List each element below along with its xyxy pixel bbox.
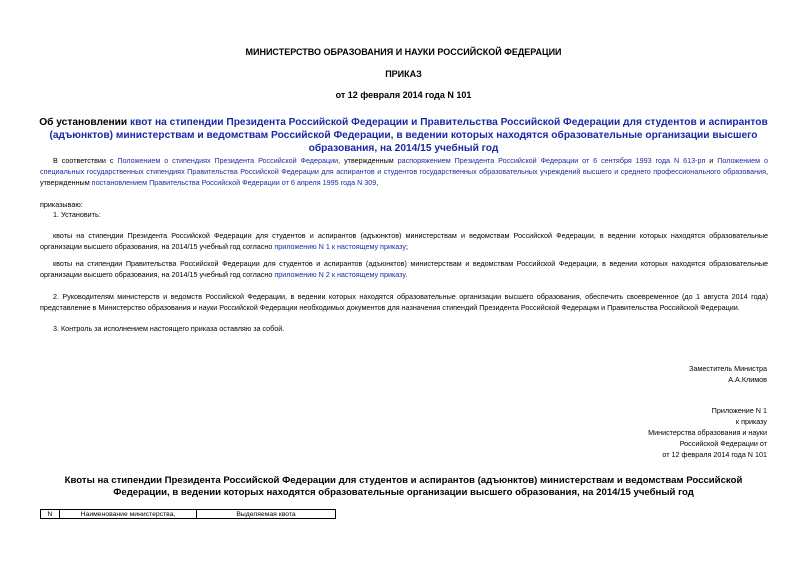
signature-name: А.А.Климов: [728, 375, 767, 384]
preamble: В соответствии с Положением о стипендиях Президента Российской Федерации, утвержденным распоряжением Президента Российской Федерации от 6 сентября 1993 года N 613-рп и Положением о специальных государственных стипендиях Правительства Российской Федерации для аспирантов и студентов государственных образовательных учреждений высшего и среднего профессионального образования, утвержденным постановлением Правительства Российской Федерации от 6 апреля 1995 года N 309,: [40, 156, 769, 187]
appendix-ref-line: Приложение N 1: [711, 406, 767, 415]
link-appendix-2[interactable]: приложению N 2 к настоящему приказу: [274, 270, 406, 279]
col-ministry-header: Наименование министерства,: [60, 510, 197, 519]
title-link[interactable]: квот на стипендии Президента Российской Федерации и Правительства Российской Федерации для студентов и аспирантов (адъюнктов) министерствам и ведомствам Российской Федерации, в ведении которых находятся образовательные организации высшего образования, на 2014/15 учебный год: [49, 117, 768, 154]
link-government-decree[interactable]: постановлением Правительства Российской Федерации от 6 апреля 1995 года N 309: [91, 178, 377, 187]
appendix-ref-line: к приказу: [735, 417, 767, 426]
item-3: 3. Контроль за исполнением настоящего приказа оставляю за собой.: [53, 324, 285, 333]
col-quota-header: Выделяемая квота: [197, 510, 336, 519]
doc-date-number: от 12 февраля 2014 года N 101: [335, 90, 472, 100]
document-title: Об установлении квот на стипендии Президента Российской Федерации и Правительства Российской Федерации для студентов и аспирантов (адъюнктов) министерствам и ведомствам Российской Федерации, в ведении которых находятся образовательные организации высшего образования, на 2014/15 учебный год: [39, 117, 768, 154]
appendix-title: Квоты на стипендии Президента Российской Федерации для студентов и аспирантов (адъюнктов) министерствам и ведомствам Российской Федерации, в ведении которых находятся образовательные организации высшего образования, на 2014/15 учебный год: [64, 475, 743, 498]
quota-1-paragraph: квоты на стипендии Президента Российской Федерации для студентов и аспирантов (адъюнктов) министерствам и ведомствам Российской Федерации, в ведении которых находятся образовательные организации высшего образования, на 2014/15 учебный год согласно приложению N 1 к настоящему приказу;: [40, 231, 768, 251]
col-number-header: N: [41, 510, 60, 519]
appendix-ref-line: Российской Федерации от: [679, 439, 767, 448]
appendix-ref-line: Министерства образования и науки: [648, 428, 767, 437]
signature-block: [689, 363, 767, 385]
link-president-order[interactable]: распоряжением Президента Российской Федерации от 6 сентября 1993 года N 613-рп: [397, 156, 706, 165]
signature-position: Заместитель Министра: [689, 364, 767, 373]
item-2: 2. Руководителям министерств и ведомств Российской Федерации, в ведении которых находятся образовательные организации высшего образования, обеспечить своевременное (до 1 августа 2014 года) представление в Министерство образования и науки Российской Федерации необходимых документов для назначения стипендий Президента Российской Федерации и Правительства Российской Федерации.: [40, 292, 768, 312]
appendix-ref-line: от 12 февраля 2014 года N 101: [662, 450, 767, 459]
link-government-regulation[interactable]: Положением о специальных государственных стипендиях Правительства Российской Федерации для аспирантов и студентов государственных образовательных учреждений высшего и среднего профессионального образования: [40, 156, 769, 176]
doc-type: ПРИКАЗ: [385, 69, 422, 79]
appendix-reference: [648, 405, 767, 460]
quota-2-paragraph: квоты на стипендии Правительства Российской Федерации для студентов и аспирантов (адъюнктов) министерствам и ведомствам Российской Федерации, в ведении которых находятся образовательные организации высшего образования, на 2014/15 учебный год согласно приложению N 2 к настоящему приказу.: [40, 259, 768, 279]
quota-table: [40, 509, 336, 519]
table-header-row: [41, 510, 336, 519]
ministry-header: МИНИСТЕРСТВО ОБРАЗОВАНИЯ И НАУКИ РОССИЙСКОЙ ФЕДЕРАЦИИ: [245, 47, 562, 57]
order-word: приказываю:: [40, 200, 83, 209]
link-appendix-1[interactable]: приложению N 1 к настоящему приказу: [274, 242, 406, 251]
link-president-regulation[interactable]: Положением о стипендиях Президента Российской Федерации: [117, 156, 339, 165]
item-1: 1. Установить:: [53, 210, 101, 219]
